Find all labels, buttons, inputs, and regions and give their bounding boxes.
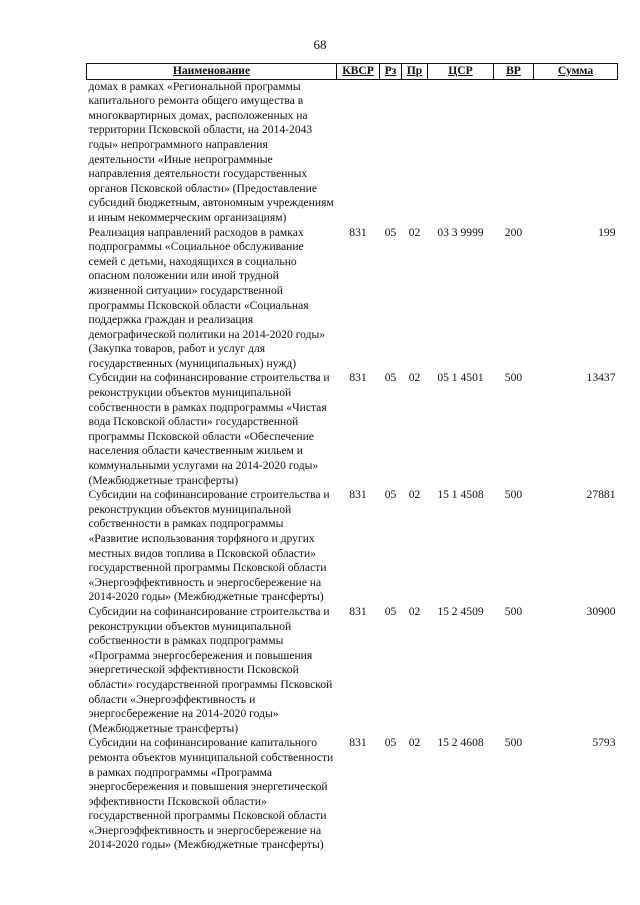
row-csr: 15 2 4608 — [437, 736, 484, 750]
row-csr: 05 1 4501 — [437, 371, 484, 385]
row-pr: 02 — [408, 371, 421, 385]
table-row — [87, 79, 618, 225]
row-rz: 05 — [384, 488, 397, 502]
header-csr: ЦСР — [428, 64, 494, 80]
row-vr: 500 — [504, 604, 523, 618]
header-sum: Сумма — [534, 64, 618, 80]
row-csr: 15 2 4509 — [437, 604, 484, 618]
row-vr: 200 — [504, 225, 523, 239]
row-csr — [428, 79, 494, 225]
header-kvsr: КВСР — [337, 64, 380, 80]
row-kvsr: 831 — [349, 736, 367, 750]
row-name: Субсидии на софинансирование строительства и реконструкции объектов муниципальной собственности в рамках подпрограммы «Чистая вода Псковской области» государственной программы Псковской области «Обеспечение населения области качественным жильем и коммунальными услугами на 2014-2020 годы» (Межбюджетные трансферты) — [88, 371, 330, 487]
table-row — [87, 736, 618, 853]
row-name: Субсидии на софинансирование строительства и реконструкции объектов муниципальной собственности в рамках подпрограммы «Развитие использования торфяного и других местных видов топлива в Псковской области» государственной программы Псковской области «Энергоэффективность и энергосбережение на 2014-2020 годы» (Межбюджетные трансферты) — [88, 488, 330, 604]
row-kvsr: 831 — [349, 371, 367, 385]
row-kvsr: 831 — [349, 225, 367, 239]
row-rz: 05 — [384, 604, 397, 618]
row-rz — [380, 79, 402, 225]
row-sum: 27881 — [586, 488, 616, 502]
row-kvsr — [337, 79, 380, 225]
row-sum: 5793 — [592, 736, 616, 750]
row-csr: 03 3 9999 — [437, 225, 484, 239]
page-number: 68 — [313, 37, 327, 52]
budget-table — [86, 63, 618, 853]
row-sum: 13437 — [586, 371, 616, 385]
table-header-row — [87, 64, 618, 80]
row-vr: 500 — [504, 371, 523, 385]
row-csr: 15 1 4508 — [437, 488, 484, 502]
row-sum: 30900 — [586, 604, 616, 618]
row-name: Реализация направлений расходов в рамках подпрограммы «Социальное обслуживание семей с детьми, находящихся в социально опасном положении или иной трудной жизненной ситуации» государственной программы Псковской области «Социальная поддержка граждан и реализация демографической политики на 2014-2020 годы» (Закупка товаров, работ и услуг для государственных (муниципальных) нужд) — [88, 225, 326, 370]
row-pr: 02 — [408, 225, 421, 239]
header-pr: Пр — [402, 64, 428, 80]
header-vr: ВР — [494, 64, 534, 80]
row-pr: 02 — [408, 604, 421, 618]
table-row — [87, 488, 618, 605]
row-pr: 02 — [408, 488, 421, 502]
row-name: Субсидии на софинансирование строительства и реконструкции объектов муниципальной собственности в рамках подпрограммы «Программа энергосбережения и повышения энергетической эффективности Псковской области» государственной программы Псковской области «Энергоэффективность и энергосбережение на 2014-2020 годы» (Межбюджетные трансферты) — [88, 604, 333, 735]
row-kvsr: 831 — [349, 488, 367, 502]
row-sum: 199 — [598, 225, 616, 239]
table-row — [87, 226, 618, 372]
row-pr: 02 — [408, 736, 421, 750]
row-pr — [402, 79, 428, 225]
header-rz: Рз — [380, 64, 402, 80]
row-rz: 05 — [384, 371, 397, 385]
row-vr: 500 — [504, 488, 523, 502]
row-name: домах в рамках «Региональной программы капитального ремонта общего имущества в многоквартирных домах, расположенных на территории Псковской области, на 2014-2043 годы» непрограммного направления деятельности «Иные непрограммные направления деятельности государственных органов Псковской области» (Предоставление субсидий бюджетным, автономным учреждениям и иным некоммерческим организациям) — [88, 79, 334, 224]
row-name: Субсидии на софинансирование капитального ремонта объектов муниципальной собственности в рамках подпрограммы «Программа энергосбережения и повышения энергетической эффективности Псковской области» государственной программы Псковской области «Энергоэффективность и энергосбережение на 2014-2020 годы» (Межбюджетные трансферты) — [88, 736, 334, 852]
header-name: Наименование — [87, 64, 337, 80]
table-row — [87, 605, 618, 736]
row-sum — [534, 79, 618, 225]
row-vr: 500 — [504, 736, 523, 750]
row-rz: 05 — [384, 225, 397, 239]
row-rz: 05 — [384, 736, 397, 750]
row-kvsr: 831 — [349, 604, 367, 618]
table-row — [87, 371, 618, 488]
row-vr — [494, 79, 534, 225]
